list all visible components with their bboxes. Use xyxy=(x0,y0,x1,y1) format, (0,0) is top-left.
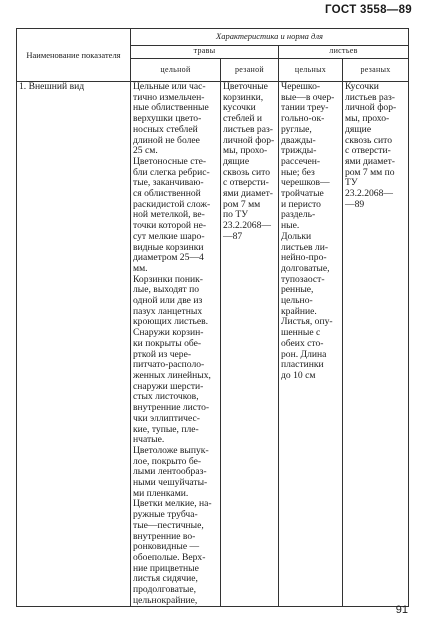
whole-herb-text: Цельные или час- тично измельчен- ные облиственные верхушки цвето- носных стеблей длиной не более 25 см. Цветоносные сте- бли слегка ребрис- тые, заканчиваю- ся облиственной раскидистой слож- ной метелкой, ве- точки которой не- сут мелкие шаро- видные корзинки диаметром 25—4 мм. Корзинки поник- лые, выходят по одной или две из пазух ланцетных кроющих листьев. Снаружи корзин- ки покрыты обе- рткой из чере- питчато-располо- женных линейных, снаружи шерсти- стых листочков, внутренние листо- чки эллиптичес- кие, тупые, пле- нчатые. Цветоложе выпук- лое, покрыто бе- лыми лентообраз- ными чешуйчаты- ми пленками. Цветки мелкие, на- ружные трубча- тые—пестичные, внутренние во- ронковидные — обоеполые. Верх- ние прицветные листья сидячие, продолговатые, цельнокрайние, xyxy=(133,81,212,606)
cut-leaves-text: Кусочки листьев раз- личной фор- мы, прохо- дящие сквозь сито с отверсти- ями диамет- ром 7 мм по ТУ 23.2.2068— —89 xyxy=(345,81,397,210)
cut-herb-text: Цветочные корзинки, кусочки стеблей и листьев раз- личной фор- мы, прохо- дящие сквозь сито с отверсти- ями диамет- ром 7 мм по ТУ 23.2.2068— —87 xyxy=(223,81,275,242)
subheader-cut-herb: резаной xyxy=(221,59,279,82)
characteristics-table xyxy=(16,28,409,607)
indicator-name-text: 1. Внешний вид xyxy=(19,81,85,92)
group-header-leaves: листьев xyxy=(279,46,409,59)
standard-number: ГОСТ 3558—89 xyxy=(324,4,412,16)
cell-whole-leaves xyxy=(279,82,343,607)
column-header-indicator: Наименование показателя xyxy=(17,29,131,82)
cell-cut-leaves xyxy=(343,82,409,607)
group-header-herbs: травы xyxy=(131,46,279,59)
subheader-whole-leaves: цельных xyxy=(279,59,343,82)
cell-whole-herb xyxy=(131,82,221,607)
row-indicator-name xyxy=(17,82,131,607)
cell-cut-herb xyxy=(221,82,279,607)
subheader-whole-herb: цельной xyxy=(131,59,221,82)
subheader-cut-leaves: резаных xyxy=(343,59,409,82)
column-header-characteristic: Характеристика и норма для xyxy=(131,29,409,46)
whole-leaves-text: Черешко- вые—в очер- тании треу- гольно-ок- руглые, дважды- трижды- рассечен- ные; без черешков— тройчатые и перисто раздель- ные. Дольки листьев ли- нейно-про- долговатые, тупозаост- ренные, цельно- крайние. Листья, опу- шенные с обеих сто- рон. Длина пластинки до 10 см xyxy=(281,81,335,381)
page-number: 91 xyxy=(395,604,408,616)
